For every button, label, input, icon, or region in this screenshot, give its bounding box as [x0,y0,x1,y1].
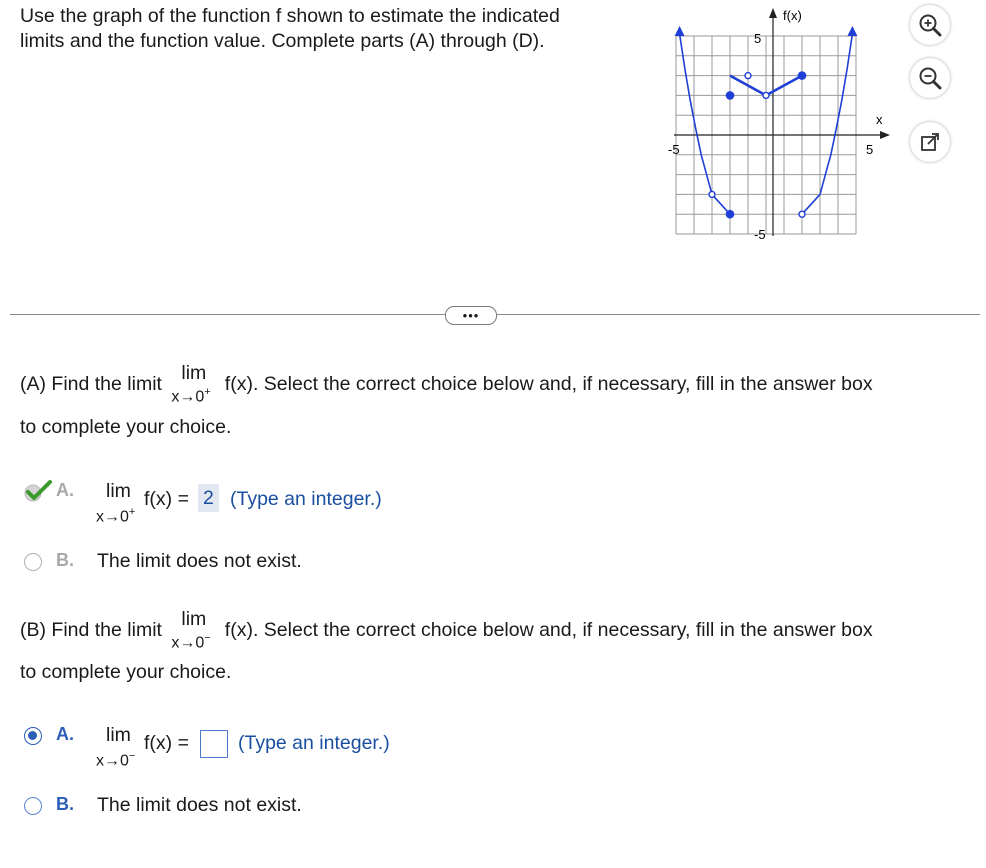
part-b-choice-b-radio[interactable] [24,797,42,815]
part-a-hint: (Type an integer.) [230,488,382,510]
y-tick-label-neg5: -5 [754,227,766,242]
part-a-limit [167,362,219,406]
function-graph [668,4,894,244]
x-axis-label: x [876,112,883,127]
part-b-choice-b-text: The limit does not exist. [97,794,302,816]
zoom-in-button[interactable] [910,5,950,45]
x-tick-label-5: 5 [866,142,874,157]
curve-arrow [675,26,685,36]
y-tick-label-5: 5 [754,31,762,46]
part-b-choice-a-lim: lim [106,724,131,746]
instructions-line-1: Use the graph of the function f shown to estimate the indicated [20,5,560,27]
part-a-lim-sub: x→0+ [171,386,211,406]
part-a-prefix: (A) Find the limit [20,373,162,395]
part-a-choice-a-letter: A. [56,480,74,500]
open-point [709,191,715,197]
curve-segment [802,194,820,214]
zoom-out-icon [917,65,943,91]
closed-point [726,92,733,99]
part-b-choice-a-letter: A. [56,724,74,744]
curve-segment [820,34,852,194]
closed-point [726,211,733,218]
part-b-prefix: (B) Find the limit [20,619,162,641]
graph-axes [674,8,890,236]
part-b-suffix: f(x). Select the correct choice below and, if necessary, fill in the answer box [224,619,873,641]
part-a-choice-a-lim: lim [106,480,131,502]
part-b-line2: to complete your choice. [20,661,232,683]
graph-points [709,72,806,218]
part-b-choice-a-radio[interactable] [24,727,42,745]
part-a-choice-b-text: The limit does not exist. [97,550,302,572]
part-a-answer-field[interactable]: 2 [198,484,219,512]
popout-button[interactable] [910,122,950,162]
instructions [20,4,660,54]
part-b-lim: lim [181,608,207,630]
open-point [745,73,751,79]
part-a-suffix: f(x). Select the correct choice below and, if necessary, fill in the answer box [224,373,873,395]
correct-check-icon [24,480,58,504]
part-a-question [20,362,873,406]
part-b-limit [167,608,219,652]
zoom-in-icon [917,12,943,38]
part-a-lim: lim [181,362,207,384]
open-point [799,211,805,217]
part-a-choice-a-lim-sub: x→0+ [96,506,136,526]
closed-point [798,72,805,79]
x-axis-arrow [880,131,890,139]
part-b-hint: (Type an integer.) [238,732,390,754]
zoom-out-button[interactable] [910,58,950,98]
open-point [763,92,769,98]
instructions-line-2: limits and the function value. Complete parts (A) through (D). [20,30,545,52]
part-a-choice-b-letter: B. [56,550,74,570]
part-a-choice-a-eq: f(x) = [144,488,189,510]
part-b-lim-sub: x→0− [171,632,211,652]
curve-arrow [847,26,857,36]
part-a-choice-b-radio[interactable] [24,553,42,571]
part-b-choice-b-letter: B. [56,794,74,814]
part-b-choice-a-eq: f(x) = [144,732,189,754]
part-b-choice-a-lim-sub: x→0− [96,750,136,770]
part-a-line2: to complete your choice. [20,416,232,438]
x-tick-label-neg5: -5 [668,142,680,157]
curve-segment [680,34,712,194]
popout-icon [919,131,941,153]
part-b-answer-field[interactable] [200,730,228,758]
part-b-question [20,608,873,652]
more-button[interactable]: ••• [445,306,497,325]
y-axis-arrow [769,8,777,18]
y-axis-label: f(x) [783,8,802,23]
